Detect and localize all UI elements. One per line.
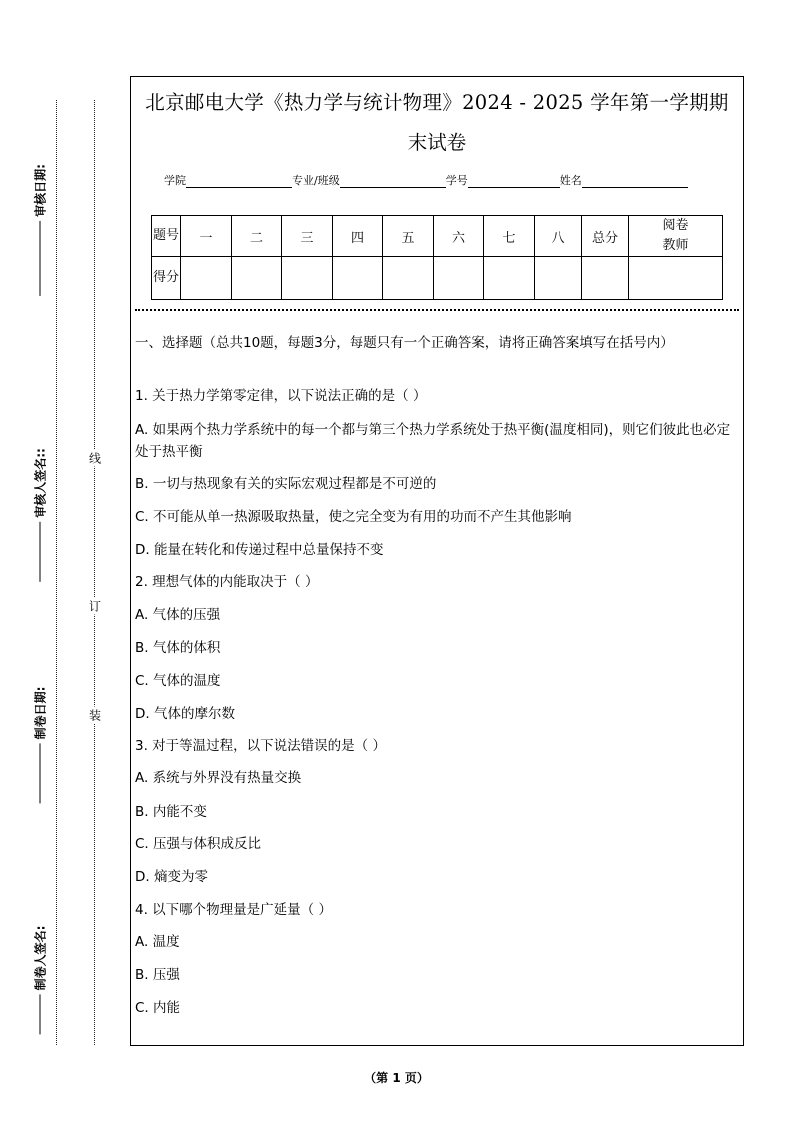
- review-date-blank[interactable]: [40, 221, 41, 296]
- score-col-3: 三: [282, 216, 333, 257]
- make-date-field: [32, 687, 49, 804]
- section-heading: 一、选择题（总共10题，每题3分，每题只有一个正确答案，请将正确答案填写在括号内）: [135, 335, 674, 351]
- make-date-blank[interactable]: [40, 743, 41, 803]
- section-separator: [135, 309, 739, 311]
- option-line: D. 能量在转化和传递过程中总量保持不变: [135, 542, 384, 558]
- option-line: D. 熵变为零: [135, 869, 208, 885]
- score-cell[interactable]: [333, 257, 383, 300]
- make-date-label: 制卷日期:: [33, 686, 48, 740]
- review-date-field: [32, 164, 49, 296]
- option-line: B. 压强: [135, 967, 180, 983]
- score-cell[interactable]: [535, 257, 582, 300]
- college-label: 学院: [164, 174, 186, 187]
- question-line: 4. 以下哪个物理量是广延量（ ）: [135, 902, 332, 918]
- option-line: D. 气体的摩尔数: [135, 706, 235, 722]
- college-blank[interactable]: [186, 175, 292, 188]
- exam-title-line2: 末试卷: [407, 131, 467, 154]
- option-line: C. 不可能从单一热源吸取热量，使之完全变为有用的功而不产生其他影响: [135, 509, 572, 525]
- score-cell[interactable]: [484, 257, 535, 300]
- score-table: [151, 215, 723, 300]
- score-col-grader: [629, 216, 723, 257]
- binding-mark-ding: 订: [88, 599, 102, 614]
- binding-mark-zhuang: 装: [88, 708, 102, 723]
- score-col-1: 一: [181, 216, 232, 257]
- score-table-score-row: [152, 257, 723, 300]
- exam-title-line1: 北京邮电大学《热力学与统计物理》2024 - 2025 学年第一学期期: [145, 91, 729, 114]
- score-col-8: 八: [535, 216, 582, 257]
- question-line: 2. 理想气体的内能取决于（ ）: [135, 574, 319, 590]
- question-line: 3. 对于等温过程，以下说法错误的是（ ）: [135, 738, 386, 754]
- option-line: C. 气体的温度: [135, 673, 221, 689]
- option-line: C. 压强与体积成反比: [135, 836, 262, 852]
- option-line: B. 一切与热现象有关的实际宏观过程都是不可逆的: [135, 476, 437, 492]
- score-col-7: 七: [484, 216, 535, 257]
- option-line: A. 温度: [135, 934, 180, 950]
- score-table-header-row: [152, 216, 723, 257]
- score-col-4: 四: [333, 216, 383, 257]
- reviewer-sign-label: 审核人签名::: [33, 448, 48, 518]
- option-line: C. 内能: [135, 1000, 181, 1016]
- score-row-header: 得分: [152, 257, 181, 300]
- score-col-total: 总分: [582, 216, 629, 257]
- score-col-2: 二: [232, 216, 282, 257]
- option-line: A. 气体的压强: [135, 607, 221, 623]
- page-number: （第 1 页）: [364, 1071, 429, 1085]
- maker-sign-label: 制卷人签名:: [33, 925, 48, 991]
- question-line: 1. 关于热力学第零定律，以下说法正确的是（ ）: [135, 388, 427, 404]
- score-col-5: 五: [383, 216, 434, 257]
- reviewer-sign-field: [32, 448, 49, 582]
- binding-dotted-line-inner: [94, 100, 95, 1045]
- maker-sign-field: [32, 926, 49, 1035]
- name-label: 姓名: [559, 174, 582, 187]
- binding-dotted-line-outer: [56, 100, 57, 1045]
- score-cell[interactable]: [383, 257, 434, 300]
- binding-mark-xian: 线: [88, 451, 102, 466]
- score-cell[interactable]: [181, 257, 232, 300]
- question-number-header: 题号: [152, 216, 181, 257]
- review-date-label: 审核日期:: [33, 164, 48, 217]
- score-cell[interactable]: [282, 257, 333, 300]
- grader-label: 阅卷教师: [662, 218, 689, 253]
- maker-sign-blank[interactable]: [40, 994, 41, 1034]
- option-line: B. 内能不变: [135, 804, 207, 820]
- option-line: A. 如果两个热力学系统中的每一个都与第三个热力学系统处于热平衡(温度相同)，则它们彼此也必定处于热平衡: [135, 422, 731, 460]
- score-cell[interactable]: [232, 257, 282, 300]
- score-cell-grader[interactable]: [629, 257, 723, 300]
- score-cell-total[interactable]: [582, 257, 629, 300]
- name-blank[interactable]: [582, 175, 688, 188]
- major-blank[interactable]: [340, 175, 446, 188]
- reviewer-sign-blank[interactable]: [40, 522, 41, 582]
- student-id-label: 学号: [445, 174, 468, 187]
- score-col-6: 六: [434, 216, 484, 257]
- student-id-blank[interactable]: [468, 175, 560, 188]
- student-info-row: [164, 172, 688, 188]
- score-cell[interactable]: [434, 257, 484, 300]
- major-label: 专业/班级: [292, 174, 340, 187]
- option-line: B. 气体的体积: [135, 640, 221, 656]
- option-line: A. 系统与外界没有热量交换: [135, 770, 302, 786]
